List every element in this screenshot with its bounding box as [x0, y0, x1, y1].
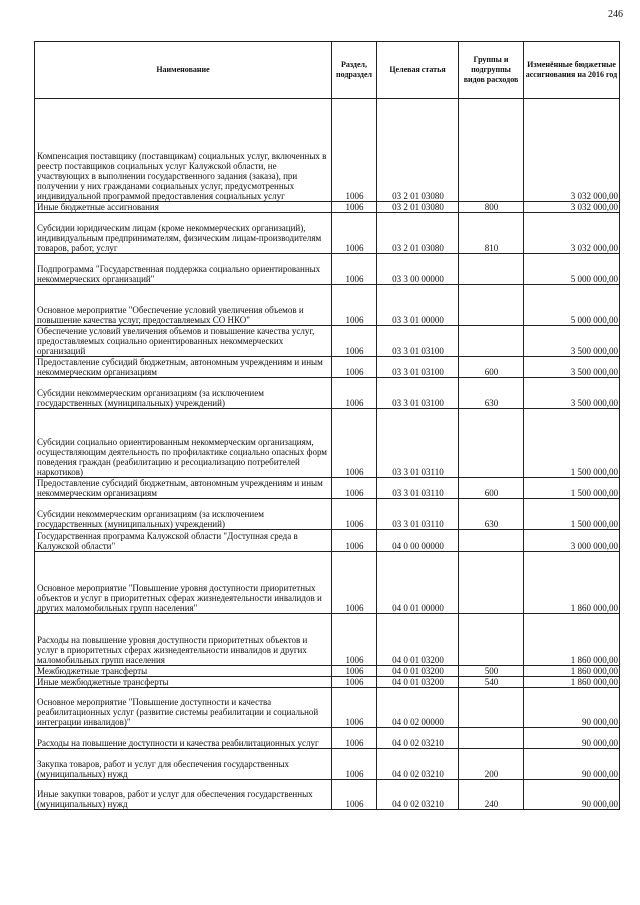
- cell-section: 1006: [332, 499, 377, 530]
- cell-expense-group: [459, 409, 524, 478]
- cell-section: 1006: [332, 688, 377, 728]
- cell-amount: 3 500 000,00: [524, 357, 620, 378]
- cell-section: 1006: [332, 666, 377, 677]
- cell-expense-group: [459, 552, 524, 614]
- header-section: Раздел, подраздел: [332, 42, 377, 99]
- table-row: [35, 749, 620, 780]
- cell-expense-group: 600: [459, 357, 524, 378]
- table-row: [35, 552, 620, 614]
- cell-amount: 3 500 000,00: [524, 378, 620, 409]
- cell-target-article: 03 3 00 00000: [377, 254, 459, 285]
- cell-section: 1006: [332, 677, 377, 688]
- table-row: [35, 254, 620, 285]
- cell-expense-group: [459, 614, 524, 666]
- budget-table: [34, 41, 620, 810]
- cell-name: Основное мероприятие "Повышение уровня доступности приоритетных объектов и услуг в приоритетных сферах жизнедеятельности инвалидов и других маломобильных групп населения": [35, 552, 332, 614]
- table-row: [35, 213, 620, 254]
- table-row: [35, 728, 620, 749]
- cell-section: 1006: [332, 254, 377, 285]
- table-row: [35, 409, 620, 478]
- cell-target-article: 04 0 02 03210: [377, 749, 459, 780]
- cell-target-article: 03 2 01 03080: [377, 213, 459, 254]
- cell-section: 1006: [332, 213, 377, 254]
- header-name: Наименование: [35, 42, 332, 99]
- cell-target-article: 04 0 01 00000: [377, 552, 459, 614]
- cell-amount: 1 860 000,00: [524, 552, 620, 614]
- cell-amount: 3 500 000,00: [524, 326, 620, 357]
- cell-expense-group: [459, 326, 524, 357]
- header-amount-2016: Изменённые бюджетные ассигнования на 2016 год: [524, 42, 620, 99]
- cell-name: Иные межбюджетные трансферты: [35, 677, 332, 688]
- table-row: [35, 530, 620, 552]
- cell-name: Предоставление субсидий бюджетным, автономным учреждениям и иным некоммерческим организациям: [35, 478, 332, 499]
- cell-amount: 1 860 000,00: [524, 666, 620, 677]
- table-row: [35, 780, 620, 810]
- cell-amount: 90 000,00: [524, 688, 620, 728]
- cell-expense-group: [459, 99, 524, 202]
- cell-name: Основное мероприятие "Повышение доступности и качества реабилитационных услуг (развитие системы реабилитации и социальной интеграции инвалидов)": [35, 688, 332, 728]
- cell-expense-group: 600: [459, 478, 524, 499]
- cell-amount: 3 032 000,00: [524, 213, 620, 254]
- cell-section: 1006: [332, 614, 377, 666]
- cell-expense-group: 800: [459, 202, 524, 213]
- cell-target-article: 03 3 01 03110: [377, 478, 459, 499]
- cell-section: 1006: [332, 409, 377, 478]
- cell-amount: 1 860 000,00: [524, 677, 620, 688]
- cell-expense-group: 540: [459, 677, 524, 688]
- cell-amount: 5 000 000,00: [524, 254, 620, 285]
- table-row: [35, 202, 620, 213]
- cell-target-article: 04 0 01 03200: [377, 614, 459, 666]
- cell-expense-group: 630: [459, 499, 524, 530]
- cell-target-article: 03 2 01 03080: [377, 202, 459, 213]
- cell-section: 1006: [332, 478, 377, 499]
- cell-name: Иные закупки товаров, работ и услуг для обеспечения государственных (муниципальных) нужд: [35, 780, 332, 810]
- cell-name: Расходы на повышение уровня доступности приоритетных объектов и услуг в приоритетных сферах жизнедеятельности инвалидов и других маломобильных групп населения: [35, 614, 332, 666]
- cell-section: 1006: [332, 530, 377, 552]
- cell-expense-group: 500: [459, 666, 524, 677]
- cell-target-article: 03 3 01 00000: [377, 285, 459, 326]
- table-row: [35, 326, 620, 357]
- cell-section: 1006: [332, 357, 377, 378]
- cell-amount: 90 000,00: [524, 728, 620, 749]
- cell-amount: 3 000 000,00: [524, 530, 620, 552]
- table-row: [35, 688, 620, 728]
- cell-expense-group: [459, 254, 524, 285]
- cell-name: Расходы на повышение доступности и качества реабилитационных услуг: [35, 728, 332, 749]
- cell-amount: 5 000 000,00: [524, 285, 620, 326]
- cell-name: Основное мероприятие "Обеспечение условий увеличения объемов и повышение качества услуг, предоставляемых СО НКО": [35, 285, 332, 326]
- table-row: [35, 614, 620, 666]
- header-target-article: Целевая статья: [377, 42, 459, 99]
- cell-name: Иные бюджетные ассигнования: [35, 202, 332, 213]
- cell-name: Компенсация поставщику (поставщикам) социальных услуг, включенных в реестр поставщиков социальных услуг Калужской области, не участвующих в выполнении государственного задания (заказа), при получении у них гражданами социальных услуг, предусмотренных индивидуальной программой предоставления социальных услуг: [35, 99, 332, 202]
- cell-expense-group: 810: [459, 213, 524, 254]
- cell-section: 1006: [332, 552, 377, 614]
- cell-amount: 90 000,00: [524, 780, 620, 810]
- table-header-row: [35, 42, 620, 99]
- table-row: [35, 357, 620, 378]
- table-row: [35, 285, 620, 326]
- cell-name: Государственная программа Калужской области "Доступная среда в Калужской области": [35, 530, 332, 552]
- cell-name: Субсидии социально ориентированным некоммерческим организациям, осуществляющим деятельность по профилактике социально опасных форм поведения граждан (реабилитацию и ресоциализацию потребителей наркотиков): [35, 409, 332, 478]
- cell-expense-group: [459, 530, 524, 552]
- cell-expense-group: 630: [459, 378, 524, 409]
- cell-target-article: 04 0 01 03200: [377, 677, 459, 688]
- cell-amount: 1 860 000,00: [524, 614, 620, 666]
- table-row: [35, 478, 620, 499]
- cell-target-article: 03 3 01 03110: [377, 409, 459, 478]
- cell-section: 1006: [332, 378, 377, 409]
- cell-expense-group: [459, 688, 524, 728]
- cell-target-article: 03 3 01 03100: [377, 326, 459, 357]
- cell-amount: 90 000,00: [524, 749, 620, 780]
- table-row: [35, 499, 620, 530]
- cell-name: Обеспечение условий увеличения объемов и повышение качества услуг, предоставляемых социально ориентированных некоммерческих организаций: [35, 326, 332, 357]
- table-row: [35, 378, 620, 409]
- cell-amount: 3 032 000,00: [524, 99, 620, 202]
- cell-target-article: 04 0 02 00000: [377, 688, 459, 728]
- cell-section: 1006: [332, 285, 377, 326]
- cell-name: Межбюджетные трансферты: [35, 666, 332, 677]
- cell-amount: 1 500 000,00: [524, 478, 620, 499]
- cell-name: Субсидии некоммерческим организациям (за исключением государственных (муниципальных) учреждений): [35, 378, 332, 409]
- table-row: [35, 677, 620, 688]
- cell-expense-group: [459, 728, 524, 749]
- cell-amount: 1 500 000,00: [524, 409, 620, 478]
- table-row: [35, 99, 620, 202]
- cell-target-article: 03 3 01 03110: [377, 499, 459, 530]
- cell-name: Субсидии юридическим лицам (кроме некоммерческих организаций), индивидуальным предпринимателям, физическим лицам-производителям товаров, работ, услуг: [35, 213, 332, 254]
- cell-expense-group: [459, 285, 524, 326]
- cell-target-article: 04 0 02 03210: [377, 728, 459, 749]
- page-number: 246: [608, 9, 623, 20]
- cell-expense-group: 240: [459, 780, 524, 810]
- cell-section: 1006: [332, 202, 377, 213]
- cell-name: Подпрограмма "Государственная поддержка социально ориентированных некоммерческих организаций": [35, 254, 332, 285]
- cell-name: Предоставление субсидий бюджетным, автономным учреждениям и иным некоммерческим организациям: [35, 357, 332, 378]
- cell-target-article: 03 2 01 03080: [377, 99, 459, 202]
- cell-section: 1006: [332, 749, 377, 780]
- cell-target-article: 04 0 02 03210: [377, 780, 459, 810]
- cell-section: 1006: [332, 728, 377, 749]
- cell-section: 1006: [332, 780, 377, 810]
- cell-name: Субсидии некоммерческим организациям (за исключением государственных (муниципальных) учреждений): [35, 499, 332, 530]
- cell-section: 1006: [332, 99, 377, 202]
- cell-name: Закупка товаров, работ и услуг для обеспечения государственных (муниципальных) нужд: [35, 749, 332, 780]
- cell-section: 1006: [332, 326, 377, 357]
- cell-amount: 3 032 000,00: [524, 202, 620, 213]
- cell-target-article: 03 3 01 03100: [377, 378, 459, 409]
- cell-target-article: 03 3 01 03100: [377, 357, 459, 378]
- cell-amount: 1 500 000,00: [524, 499, 620, 530]
- cell-expense-group: 200: [459, 749, 524, 780]
- cell-target-article: 04 0 00 00000: [377, 530, 459, 552]
- cell-target-article: 04 0 01 03200: [377, 666, 459, 677]
- table-row: [35, 666, 620, 677]
- header-expense-group: Группы и подгруппы видов расходов: [459, 42, 524, 99]
